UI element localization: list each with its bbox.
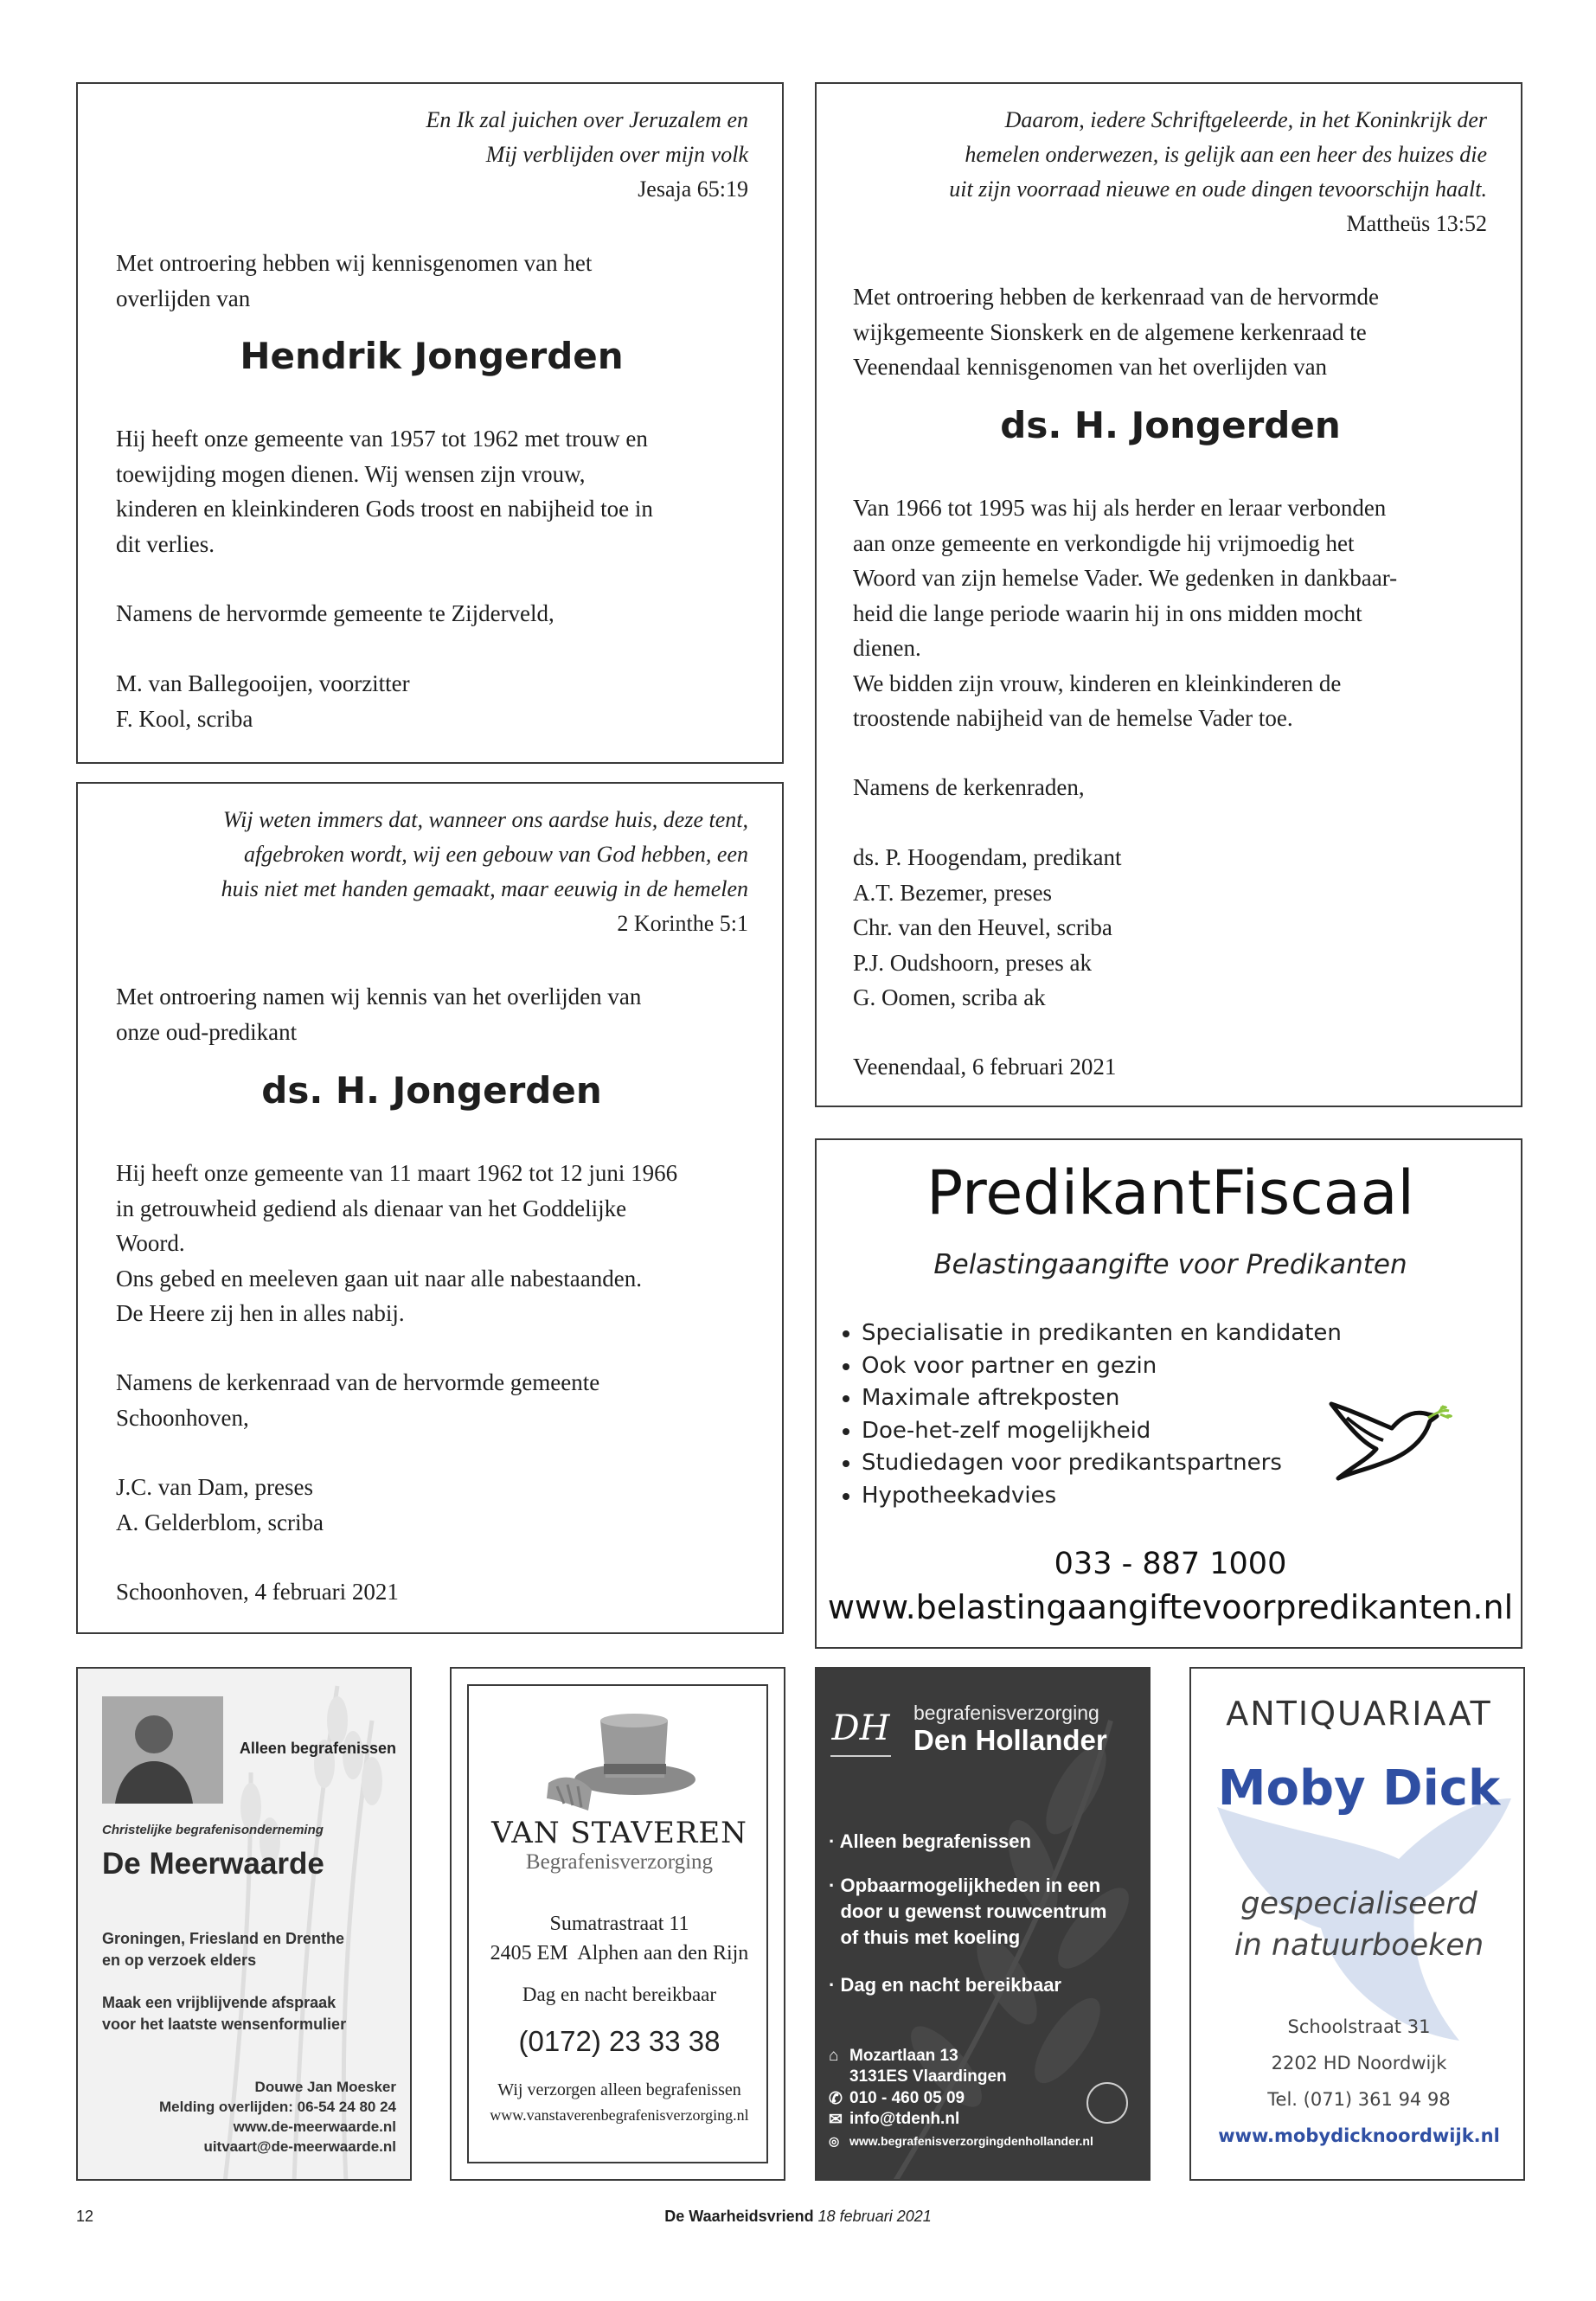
list-item: • Hypotheekadvies xyxy=(862,1480,1342,1513)
notice-schoonhoven xyxy=(76,782,784,1634)
ad-monogram: DH xyxy=(830,1702,891,1757)
deceased-name: Hendrik Jongerden xyxy=(240,335,624,377)
notice-quote: En Ik zal juichen over Jeruzalem en Mij verblijden over mijn volk xyxy=(426,107,748,167)
ad-kicker: begrafenisverzorging xyxy=(913,1702,1099,1724)
ad-point: · Alleen begrafenissen xyxy=(829,1830,1031,1852)
ad-address: ⌂ Mozartlaan 13 3131ES Vlaardingen xyxy=(829,2047,1007,2086)
notice-veenendaal xyxy=(815,82,1522,1107)
ad-email[interactable]: ✉ info@tdenh.nl xyxy=(829,2110,960,2129)
bullet-icon: · xyxy=(829,1830,840,1852)
ad-website[interactable]: ◎ www.begrafenisverzorgingdenhollander.nl xyxy=(829,2134,1093,2148)
publication-footer xyxy=(0,2208,1596,2226)
ad-kicker: ANTIQUARIAAT xyxy=(1226,1695,1492,1733)
ad-name: Moby Dick xyxy=(1217,1760,1501,1817)
globe-icon: ◎ xyxy=(829,2134,840,2148)
notice-signatures: ds. P. Hoogendam, predikant A.T. Bezemer, preses Chr. van den Heuvel, scriba P.J. Oudshoorn, preses ak G. Oomen, scriba ak xyxy=(853,844,1122,1010)
seal-icon xyxy=(1086,2082,1128,2124)
ad-phone: 033 - 887 1000 xyxy=(1054,1547,1287,1581)
ad-name: Den Hollander xyxy=(913,1724,1107,1756)
list-item: • Studiedagen voor predikantspartners xyxy=(862,1447,1342,1480)
ad-street: Sumatrastraat 11 xyxy=(549,1913,689,1935)
mobydick-ad xyxy=(1189,1667,1525,2181)
ad-regions: Groningen, Friesland en Drenthe en op verzoek elders xyxy=(102,1930,345,1969)
ad-tagline: Alleen begrafenissen xyxy=(239,1740,396,1757)
notice-signatures: J.C. van Dam, preses A. Gelderblom, scriba xyxy=(116,1474,324,1535)
notice-intro: Met ontroering hebben wij kennisgenomen van het overlijden van xyxy=(116,250,593,311)
ad-availability: Dag en nacht bereikbaar xyxy=(522,1984,717,2005)
ad-contact: Douwe Jan Moesker Melding overlijden: 06-54 24 80 24 www.de-meerwaarde.nl uitvaart@de-meerwaarde.nl xyxy=(158,2079,396,2155)
deceased-name: ds. H. Jongerden xyxy=(261,1069,602,1112)
denhollander-ad xyxy=(815,1667,1151,2181)
ad-subtitle: Begrafenisverzorging xyxy=(525,1850,714,1874)
avatar xyxy=(102,1696,223,1804)
notice-quote: Wij weten immers dat, wanneer ons aardse huis, deze tent, afgebroken wordt, wij een gebouw van God hebben, een huis niet met handen gemaakt, maar eeuwig in de hemelen xyxy=(221,807,748,901)
ad-city: 2405 EM Alphen aan den Rijn xyxy=(490,1942,749,1965)
ad-subtitle: Belastingaangifte voor Predikanten xyxy=(933,1249,1407,1280)
notice-place-date: Veenendaal, 6 februari 2021 xyxy=(853,1054,1117,1080)
predikantfiscaal-ad xyxy=(815,1138,1522,1649)
page-number: 12 xyxy=(76,2208,94,2225)
ad-title: PredikantFiscaal xyxy=(926,1157,1414,1228)
publication-name: De Waarheidsvriend xyxy=(664,2208,814,2225)
notice-body: Hij heeft onze gemeente van 11 maart 1962 tot 12 juni 1966 in getrouwheid gediend als dienaar van het Goddelijke Woord. Ons gebed en meeleven gaan uit naar alle nabestaanden. De Heere zij hen in alles nabij. xyxy=(116,1160,678,1326)
list-item: • Specialisatie in predikanten en kandidaten xyxy=(862,1317,1342,1350)
ad-phone: ✆ 010 - 460 05 09 xyxy=(829,2089,965,2108)
notice-quote: Daarom, iedere Schriftgeleerde, in het Koninkrijk der hemelen onderwezen, is gelijk aan een heer des huizes die uit zijn voorraad nieuwe en oude dingen tevoorschijn haalt. xyxy=(949,107,1487,202)
meerwaarde-ad xyxy=(76,1667,412,2181)
ad-website[interactable]: www.belastingaangiftevoorpredikanten.nl xyxy=(827,1588,1514,1626)
notice-intro: Met ontroering namen wij kennis van het overlijden van onze oud-predikant xyxy=(116,984,642,1045)
notice-reference: 2 Korinthe 5:1 xyxy=(617,911,748,936)
notice-signatures: M. van Ballegooijen, voorzitter F. Kool, scriba xyxy=(116,670,410,732)
notice-place-date: Schoonhoven, 4 februari 2021 xyxy=(116,1579,399,1605)
notice-zijderveld xyxy=(76,82,784,764)
notice-intro: Met ontroering hebben de kerkenraad van de hervormde wijkgemeente Sionskerk en de algemene kerkenraad te Veenendaal kennisgenomen van het overlijden van xyxy=(853,284,1380,380)
notice-body: Hij heeft onze gemeente van 1957 tot 1962 met trouw en toewijding mogen dienen. Wij wensen zijn vrouw, kinderen en kleinkinderen Gods troost en nabijheid toe in dit verlies. xyxy=(116,426,653,557)
notice-reference: Jesaja 65:19 xyxy=(638,176,748,202)
ad-bullet-list xyxy=(834,1317,1342,1512)
notice-body: Van 1966 tot 1995 was hij als herder en leraar verbonden aan onze gemeente en verkondigde hij vrijmoedig het Woord van zijn hemelse Vader. We gedenken in dankbaar- heid die lange periode waarin hij in ons midden mocht dienen. We bidden zijn vrouw, kinderen en kleinkinderen de troostende nabijheid van de hemelse Vader toe. xyxy=(853,495,1398,731)
ad-website[interactable]: www.vanstaverenbegrafenisverzorging.nl xyxy=(490,2106,749,2124)
ad-name: De Meerwaarde xyxy=(102,1847,324,1881)
ad-point: · Dag en nacht bereikbaar xyxy=(829,1974,1061,1996)
notice-reference: Mattheüs 13:52 xyxy=(1346,211,1487,236)
ad-cta: Maak een vrijblijvende afspraak voor het laatste wensenformulier xyxy=(102,1994,347,2033)
notice-behalf: Namens de hervormde gemeente te Zijderveld, xyxy=(116,600,554,626)
ad-note: Wij verzorgen alleen begrafenissen xyxy=(497,2080,741,2099)
mail-icon: ✉ xyxy=(829,2111,843,2129)
publication-date: 18 februari 2021 xyxy=(817,2208,932,2225)
ad-phone: (0172) 23 33 38 xyxy=(518,2025,721,2057)
ad-phone: Tel. (071) 361 94 98 xyxy=(1267,2089,1451,2110)
dove-icon xyxy=(1323,1387,1452,1490)
list-item: • Maximale aftrekposten xyxy=(862,1382,1342,1415)
ad-city: 2202 HD Noordwijk xyxy=(1271,2053,1447,2073)
ad-name: VAN STAVEREN xyxy=(491,1816,747,1850)
ad-point: · Opbaarmogelijkheden in een door u gewenst rouwcentrum of thuis met koeling xyxy=(829,1873,1106,1951)
phone-icon: ✆ xyxy=(829,2090,843,2108)
ad-tagline: gespecialiseerd in natuurboeken xyxy=(1234,1887,1484,1963)
ad-kicker: Christelijke begrafenisonderneming xyxy=(102,1823,324,1837)
vanstaveren-ad xyxy=(450,1667,785,2181)
ad-website[interactable]: www.mobydicknoordwijk.nl xyxy=(1218,2125,1500,2146)
bullet-icon: · xyxy=(829,1974,841,1996)
ad-street: Schoolstraat 31 xyxy=(1287,2016,1431,2037)
list-item: • Doe-het-zelf mogelijkheid xyxy=(862,1415,1342,1448)
deceased-name: ds. H. Jongerden xyxy=(1000,404,1341,446)
notice-behalf: Namens de kerkenraad van de hervormde gemeente Schoonhoven, xyxy=(116,1369,600,1431)
top-hat-icon xyxy=(538,1703,702,1816)
list-item: • Ook voor partner en gezin xyxy=(862,1350,1342,1383)
bullet-icon: · xyxy=(829,1875,841,1896)
notice-behalf: Namens de kerkenraden, xyxy=(853,774,1085,800)
home-icon: ⌂ xyxy=(829,2047,839,2065)
